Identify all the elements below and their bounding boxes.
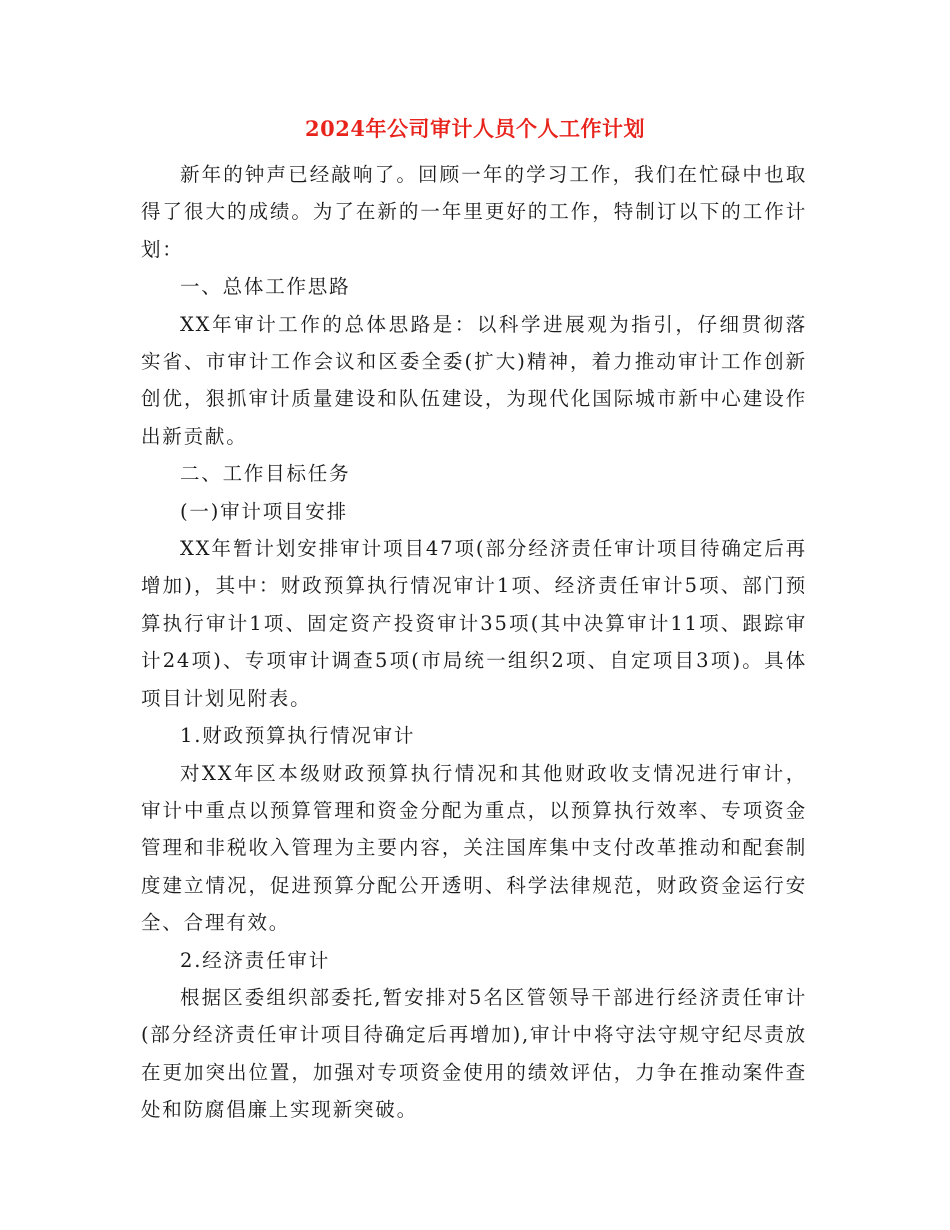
project-arrangement-paragraph: XX年暂计划安排审计项目47项(部分经济责任审计项目待确定后再增加)，其中：财政预算执行情况审计1项、经济责任审计5项、部门预算执行审计1项、固定资产投资审计35项(其中决算审计11项、跟踪审计24项)、专项审计调查5项(市局统一组织2项、自定项目3项)。具体项目计划见附表。	[141, 537, 807, 710]
item-heading-2: 2.经济责任审计	[180, 948, 331, 972]
intro-paragraph: 新年的钟声已经敲响了。回顾一年的学习工作，我们在忙碌中也取得了很大的成绩。为了在新的一年里更好的工作，特制订以下的工作计划：	[141, 163, 807, 261]
section-heading-2: 二、工作目标任务	[180, 462, 351, 486]
document-body	[141, 156, 807, 1129]
overall-thinking-paragraph: XX年审计工作的总体思路是：以科学进展观为指引，仔细贯彻落实省、市审计工作会议和区委全委(扩大)精神，着力推动审计工作创新创优，狠抓审计质量建设和队伍建设，为现代化国际城市新中心建设作出新贡献。	[141, 312, 807, 448]
item-heading-1: 1.财政预算执行情况审计	[180, 724, 416, 748]
subsection-heading-1: (一)审计项目安排	[180, 499, 348, 523]
document-title: 2024年公司审计人员个人工作计划	[305, 116, 645, 141]
budget-audit-paragraph: 对XX年区本级财政预算执行情况和其他财政收支情况进行审计，审计中重点以预算管理和资金分配为重点，以预算执行效率、专项资金管理和非税收入管理为主要内容，关注国库集中支付改革推动和配套制度建立情况，促进预算分配公开透明、科学法律规范，财政资金运行安全、合理有效。	[141, 761, 807, 935]
economic-responsibility-paragraph: 根据区委组织部委托,暂安排对5名区管领导干部进行经济责任审计(部分经济责任审计项目待确定后再增加),审计中将守法守规守纪尽责放在更加突出位置，加强对专项资金使用的绩效评估，力争在推动案件查处和防腐倡廉上实现新突破。	[141, 985, 807, 1122]
section-heading-1: 一、总体工作思路	[180, 275, 351, 299]
